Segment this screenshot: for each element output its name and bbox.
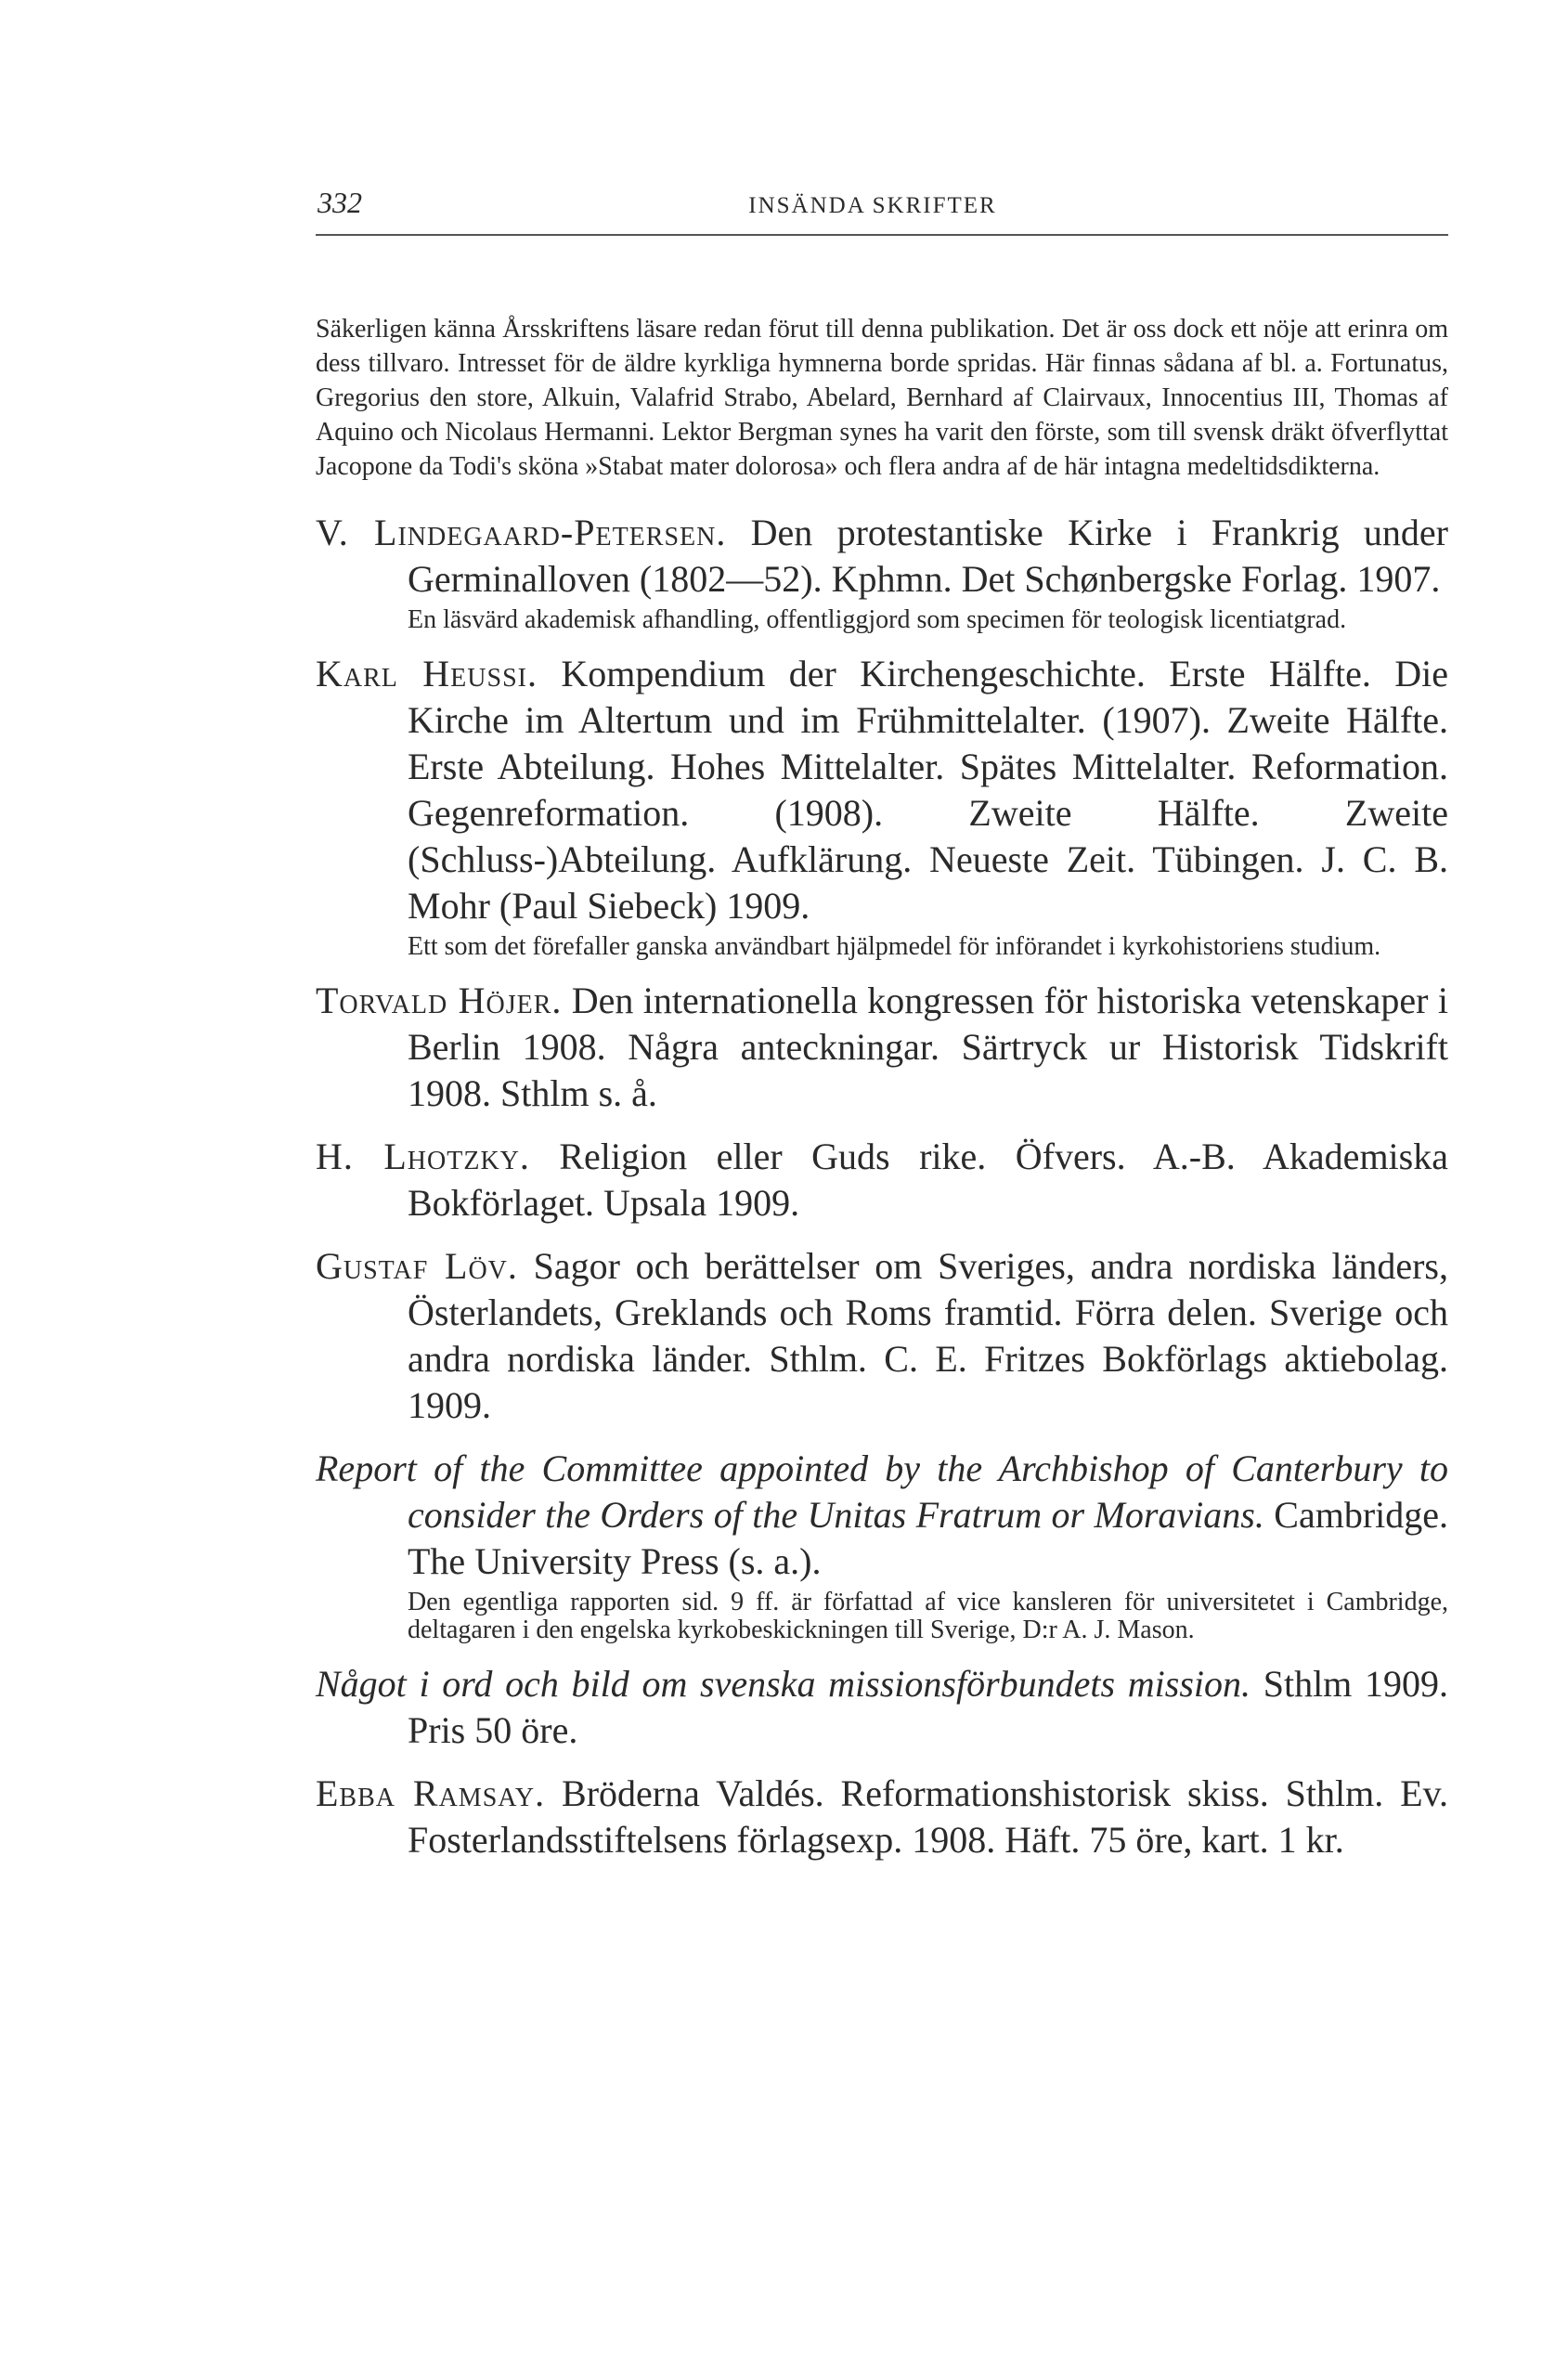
intro-paragraph: Säkerligen känna Årsskriftens läsare redan förut till denna publikation. Det är oss dock ett nöje att erinra om dess tillvaro. Intresset för de äldre kyrkliga hymnerna borde spridas. Här finnas sådana af bl. a. Fortunatus, Gregorius den store, Alkuin, Valafrid Strabo, Abelard, Bernhard af Clairvaux, Innocentius III, Thomas af Aquino och Nicolaus Hermanni. Lektor Bergman synes ha varit den förste, som till svensk dräkt öfverflyttat Jacopone da Todi's sköna »Stabat mater dolorosa» och flera andra af de här intagna medeltidsdikterna.	[316, 315, 1448, 481]
entry-title: Sagor och berättelser om Sveriges, andra nordiska länders, Österlandets, Greklands och Roms framtid. Förra delen. Sverige och andra nordiska länder. Sthlm. C. E. Fritzes Bokförlags aktiebolag. 1909.	[408, 1245, 1448, 1426]
entry-title: Den internationella kongressen för historiska vetenskaper i Berlin 1908. Några anteckningar. Särtryck ur Historisk Tidskrift 1908. Sthlm s. å.	[408, 980, 1448, 1114]
entry-citation	[316, 510, 1448, 603]
entry-note: En läsvärd akademisk afhandling, offentliggjord som specimen för teologisk licentiatgrad.	[408, 605, 1347, 634]
entry-note: Ett som det förefaller ganska användbart hjälpmedel för införandet i kyrkohistoriens studium.	[408, 932, 1381, 961]
entry-ramsay	[316, 1771, 1448, 1863]
entry-author: Torvald Höjer.	[316, 980, 563, 1021]
entry-citation	[316, 651, 1448, 929]
entry-lov	[316, 1243, 1448, 1429]
entry-author: Karl Heussi.	[316, 653, 538, 694]
entry-author: Ebba Ramsay.	[316, 1772, 546, 1814]
entry-citation	[316, 1771, 1448, 1863]
running-head	[316, 186, 1448, 236]
entry-title: Cambridge. The University Press (s. a.).	[408, 1494, 1449, 1582]
entry-lhotzky	[316, 1134, 1448, 1226]
entry-title: Religion eller Guds rike. Öfvers. A.-B. Akademiska Bokförlaget. Upsala 1909.	[408, 1136, 1448, 1224]
entry-citation	[316, 1134, 1448, 1226]
entry-citation	[316, 1661, 1448, 1754]
entry-hojer	[316, 978, 1448, 1117]
entry-report-committee	[316, 1446, 1448, 1644]
entry-author: Gustaf Löv.	[316, 1245, 518, 1287]
entry-citation	[316, 978, 1448, 1117]
entry-author: H. Lhotzky.	[316, 1136, 530, 1177]
running-head-title: INSÄNDA SKRIFTER	[748, 193, 997, 218]
entry-title: Bröderna Valdés. Reformationshistorisk skiss. Sthlm. Ev. Fosterlandsstiftelsens förlagsexp. 1908. Häft. 75 öre, kart. 1 kr.	[408, 1772, 1448, 1861]
entry-citation	[316, 1243, 1448, 1429]
entry-author: V. Lindegaard-Petersen.	[316, 512, 727, 553]
entry-citation	[316, 1446, 1448, 1585]
entry-note: Den egentliga rapporten sid. 9 ff. är författad af vice kansleren för universitetet i Cambridge, deltagaren i den engelska kyrkobeskickningen till Sverige, D:r A. J. Mason.	[408, 1588, 1448, 1644]
page-number: 332	[317, 186, 362, 219]
entry-italic-title: Report of the Committee appointed by the Archbishop of Canterbury to consider the Orders of the Unitas Fratrum or Moravians.	[316, 1447, 1448, 1536]
entry-title: Sthlm 1909. Pris 50 öre.	[408, 1663, 1448, 1751]
entry-title: Kompendium der Kirchengeschichte. Erste Hälfte. Die Kirche im Altertum und im Frühmittelalter. (1907). Zweite Hälfte. Erste Abteilung. Hohes Mittelalter. Spätes Mittelalter. Reformation. Gegenreformation. (1908). Zweite Hälfte. Zweite (Schluss-)Abteilung. Aufklärung. Neueste Zeit. Tübingen. J. C. B. Mohr (Paul Siebeck) 1909.	[408, 653, 1448, 927]
entry-title: Den protestantiske Kirke i Frankrig under Germinalloven (1802—52). Kphmn. Det Schønbergske Forlag. 1907.	[408, 512, 1449, 600]
entry-italic-title: Något i ord och bild om svenska missionsförbundets mission.	[316, 1663, 1251, 1705]
page	[316, 186, 1448, 1863]
entry-lindegaard-petersen	[316, 510, 1448, 634]
entry-heussi	[316, 651, 1448, 961]
entry-nagot-i-ord	[316, 1661, 1448, 1754]
